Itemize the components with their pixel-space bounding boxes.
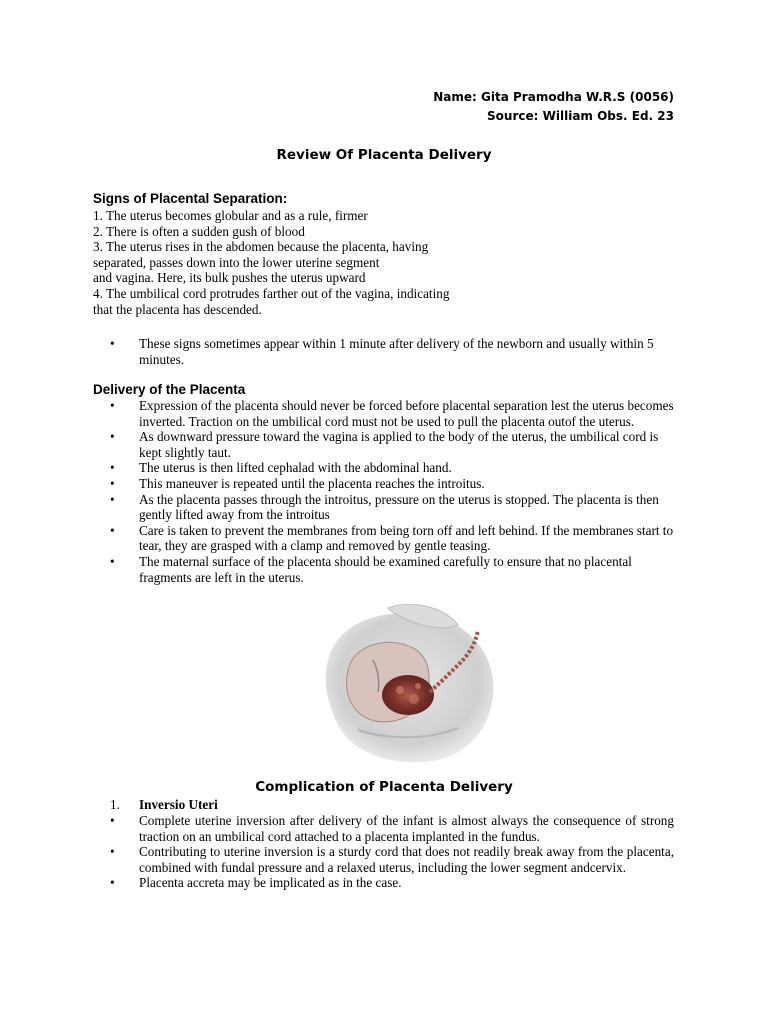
- bullet-icon: •: [110, 553, 115, 569]
- signs-line: 3. The uterus rises in the abdomen because the placenta, having: [93, 239, 429, 255]
- bullet-icon: •: [110, 522, 115, 538]
- name-value: Gita Pramodha W.R.S (0056): [481, 90, 674, 104]
- delivery-list: [110, 398, 674, 585]
- list-item: • Complete uterine inversion after delivery of the infant is almost always the consequence of strong traction on an umbilical cord attached to a placenta implanted in the fundus.: [110, 813, 674, 844]
- signs-line: 1. The uterus becomes globular and as a rule, firmer: [93, 208, 368, 223]
- list-item: • The maternal surface of the placenta should be examined carefully to ensure that no placental fragments are left in the uterus.: [110, 553, 632, 585]
- complication-title: Complication of Placenta Delivery: [255, 779, 513, 795]
- bullet-icon: •: [110, 398, 115, 413]
- source-line: Source: William Obs. Ed. 23: [487, 109, 674, 123]
- signs-list: [93, 208, 513, 317]
- list-item: • The uterus is then lifted cephalad with the abdominal hand.: [110, 460, 452, 476]
- list-item: • Care is taken to prevent the membranes from being torn off and left behind. If the membranes start to tear, they are grasped with a clamp and removed by gentle teasing.: [110, 522, 674, 554]
- bullet-icon: •: [110, 460, 115, 476]
- list-item: • As downward pressure toward the vagina is applied to the body of the uterus, the umbilical cord is kept slightly taut.: [110, 429, 659, 460]
- name-line: Name: Gita Pramodha W.R.S (0056): [433, 90, 674, 104]
- bullet-icon: •: [110, 813, 115, 828]
- bullet-icon: •: [110, 336, 115, 351]
- list-item: • As the placenta passes through the introitus, pressure on the uterus is stopped. The placenta is then gently lifted away from the introitus: [110, 491, 659, 523]
- page-title: Review Of Placenta Delivery: [276, 147, 492, 163]
- list-item: • Placenta accreta may be implicated as in the case.: [110, 875, 402, 891]
- bullet-icon: •: [110, 475, 115, 491]
- placenta-delivery-illustration: [318, 600, 498, 765]
- complication-list: [110, 813, 674, 891]
- list-item: • Contributing to uterine inversion is a sturdy cord that does not readily break away from the placenta, combined with fundal pressure and a relaxed uterus, including the lower segment andcervix.: [110, 844, 674, 875]
- source-value: William Obs. Ed. 23: [542, 109, 674, 123]
- list-item: [110, 336, 674, 367]
- signs-line: separated, passes down into the lower uterine segment: [93, 254, 380, 270]
- signs-line: and vagina. Here, its bulk pushes the uterus upward: [93, 270, 366, 286]
- list-item: • Expression of the placenta should never be forced before placental separation lest the uterus becomes inverted. Traction on the umbilical cord must not be used to pull the placenta outof the uterus.: [110, 398, 674, 429]
- signs-note-list: [110, 336, 674, 367]
- bullet-icon: •: [110, 875, 115, 891]
- delivery-heading: Delivery of the Placenta: [93, 382, 246, 397]
- bullet-icon: •: [110, 491, 115, 507]
- numbered-item: [110, 797, 218, 813]
- bullet-icon: •: [110, 429, 115, 445]
- author-block: [433, 88, 674, 126]
- complication-subheading: Inversio Uteri: [139, 797, 218, 812]
- signs-note: These signs sometimes appear within 1 minute after delivery of the newborn and usually within 5 minutes.: [139, 336, 654, 367]
- bullet-icon: •: [110, 844, 115, 860]
- signs-heading: Signs of Placental Separation:: [93, 191, 288, 206]
- signs-line: that the placenta has descended.: [93, 301, 262, 317]
- item-number: 1.: [110, 797, 120, 812]
- list-item: • This maneuver is repeated until the placenta reaches the introitus.: [110, 475, 485, 491]
- signs-line: 4. The umbilical cord protrudes farther out of the vagina, indicating: [93, 285, 450, 301]
- signs-line: 2. There is often a sudden gush of blood: [93, 223, 305, 239]
